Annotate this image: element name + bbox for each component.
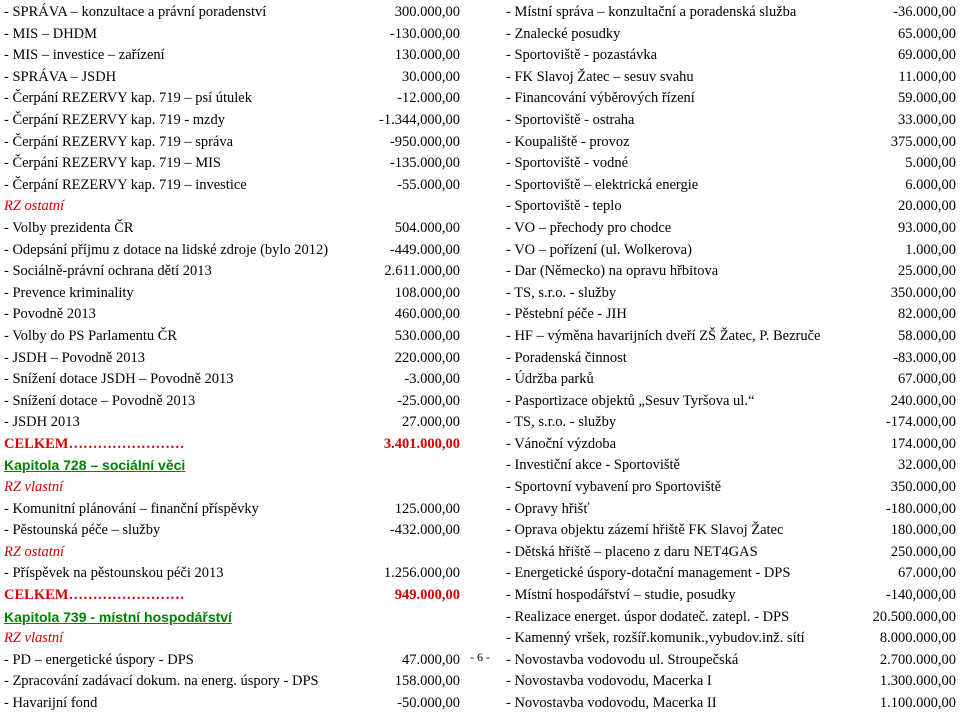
row-label: - Volby do PS Parlamentu ČR <box>4 327 178 344</box>
budget-row <box>506 218 956 240</box>
row-label: - Investiční akce - Sportoviště <box>506 457 680 474</box>
row-label: - Realizace energet. úspor dodateč. zatepl. - DPS <box>506 608 790 625</box>
budget-row <box>506 24 956 46</box>
row-value: 33.000,00 <box>898 111 956 128</box>
budget-row <box>4 348 460 370</box>
budget-row <box>506 434 956 456</box>
budget-row <box>506 283 956 305</box>
row-value: -950.000,00 <box>389 133 460 150</box>
row-value: 82.000,00 <box>898 306 956 323</box>
row-value: 108.000,00 <box>394 284 460 301</box>
row-value: 20.000,00 <box>898 198 956 215</box>
budget-row <box>4 520 460 542</box>
budget-row <box>506 671 956 693</box>
budget-row <box>4 110 460 132</box>
row-value: 65.000,00 <box>898 25 956 42</box>
row-label: - SPRÁVA – JSDH <box>4 68 117 85</box>
row-label: - Místní hospodářství – studie, posudky <box>506 587 736 604</box>
row-value: 2.700.000,00 <box>879 651 956 668</box>
row-value: 8.000.000,00 <box>879 630 956 647</box>
row-label: - Místní správa – konzultační a poradenská služba <box>506 4 797 20</box>
row-label: - Pěstounská péče – služby <box>4 522 161 539</box>
budget-row <box>4 542 460 564</box>
row-label: - PD – energetické úspory - DPS <box>4 651 194 668</box>
row-value: 504.000,00 <box>394 219 460 236</box>
budget-row <box>506 369 956 391</box>
budget-row <box>506 585 956 607</box>
row-label: - Čerpání REZERVY kap. 719 – investice <box>4 176 247 193</box>
row-label: - Financování výběrových řízení <box>506 90 695 107</box>
row-value: -130.000,00 <box>389 25 460 42</box>
row-label: CELKEM…………………… <box>4 587 185 604</box>
row-label: - Havarijní fond <box>4 695 98 711</box>
section-label: RZ ostatní <box>4 543 65 560</box>
budget-row <box>4 434 460 456</box>
budget-row <box>506 240 956 262</box>
row-label: - Sportovní vybavení pro Sportoviště <box>506 479 722 496</box>
row-value: -174.000,00 <box>885 414 956 431</box>
budget-row <box>506 391 956 413</box>
row-value: 530.000,00 <box>394 327 460 344</box>
row-value: 174.000,00 <box>890 435 956 452</box>
budget-row <box>4 2 460 24</box>
row-label: - JSDH 2013 <box>4 414 80 431</box>
row-value: 1.000,00 <box>905 241 956 258</box>
row-value: -3.000,00 <box>404 371 460 388</box>
row-label: - Zpracování zadávací dokum. na energ. úspory - DPS <box>4 673 319 690</box>
row-label: - Sportoviště - ostraha <box>506 111 635 128</box>
row-value: -12.000,00 <box>397 90 460 107</box>
row-label: - Energetické úspory-dotační management - DPS <box>506 565 791 582</box>
row-value: 240.000,00 <box>890 392 956 409</box>
row-label: - Sociálně-právní ochrana dětí 2013 <box>4 263 212 280</box>
row-value: -55.000,00 <box>397 176 460 193</box>
row-value: 350.000,00 <box>890 479 956 496</box>
row-value: 20.500.000,00 <box>872 608 956 625</box>
row-label: - Poradenská činnost <box>506 349 627 366</box>
row-label: - Čerpání REZERVY kap. 719 – správa <box>4 133 234 150</box>
budget-row <box>506 455 956 477</box>
row-value: -83.000,00 <box>893 349 956 366</box>
row-value: 58.000,00 <box>898 327 956 344</box>
row-value: 6.000,00 <box>905 176 956 193</box>
row-label: - Snížení dotace – Povodně 2013 <box>4 392 196 409</box>
row-label: - Dětská hřiště – placeno z daru NET4GAS <box>506 543 758 560</box>
row-label: - HF – výměna havarijních dveří ZŠ Žatec, P. Bezruče <box>506 327 821 344</box>
row-label: - Sportoviště - pozastávka <box>506 47 658 64</box>
chapter-heading: Kapitola 739 - místní hospodářství <box>4 608 232 625</box>
budget-row <box>506 2 956 24</box>
row-value: -180.000,00 <box>885 500 956 517</box>
page-number: - 6 - <box>470 650 490 664</box>
row-label: - VO – přechody pro chodce <box>506 219 672 236</box>
row-value: 300.000,00 <box>394 4 460 20</box>
budget-row <box>506 132 956 154</box>
row-value: 27.000,00 <box>402 414 460 431</box>
row-value: 93.000,00 <box>898 219 956 236</box>
budget-row <box>506 499 956 521</box>
section-label: RZ ostatní <box>4 198 65 215</box>
budget-row <box>4 88 460 110</box>
row-value: 125.000,00 <box>394 500 460 517</box>
row-label: - Sportoviště - teplo <box>506 198 622 215</box>
budget-row <box>4 67 460 89</box>
row-value: -50.000,00 <box>397 695 460 711</box>
row-value: 220.000,00 <box>394 349 460 366</box>
row-label: - TS, s.r.o. - služby <box>506 414 617 431</box>
row-value: 180.000,00 <box>890 522 956 539</box>
row-label: - Kamenný vršek, rozšíř.komunik.,vybudov.inž. sítí <box>506 630 805 647</box>
budget-row <box>506 607 956 629</box>
row-value: 250.000,00 <box>890 543 956 560</box>
budget-row <box>506 542 956 564</box>
budget-row <box>506 412 956 434</box>
row-value: 949.000,00 <box>394 587 460 604</box>
row-value: 2.611.000,00 <box>384 263 460 280</box>
chapter-heading: Kapitola 728 – sociální věci <box>4 457 186 474</box>
budget-row <box>4 607 460 629</box>
budget-row <box>4 455 460 477</box>
budget-row <box>506 628 956 650</box>
row-label: - Povodně 2013 <box>4 306 96 323</box>
row-value: -135.000,00 <box>389 155 460 172</box>
budget-row <box>4 218 460 240</box>
right-column <box>506 2 956 715</box>
row-label: - Čerpání REZERVY kap. 719 – MIS <box>4 155 221 172</box>
budget-row <box>506 196 956 218</box>
row-value: -1.344,000,00 <box>379 111 460 128</box>
row-value: 130.000,00 <box>394 47 460 64</box>
section-label: RZ vlastní <box>4 479 64 496</box>
row-value: 1.300.000,00 <box>879 673 956 690</box>
row-value: 25.000,00 <box>898 263 956 280</box>
budget-row <box>506 88 956 110</box>
budget-row <box>4 477 460 499</box>
budget-row <box>506 693 956 715</box>
budget-row <box>4 24 460 46</box>
row-label: - Koupaliště - provoz <box>506 133 630 150</box>
budget-row <box>4 563 460 585</box>
budget-row <box>506 261 956 283</box>
row-value: -140,000,00 <box>885 587 956 604</box>
row-value: 11.000,00 <box>898 68 956 85</box>
budget-row <box>4 240 460 262</box>
budget-row <box>506 563 956 585</box>
row-value: 32.000,00 <box>898 457 956 474</box>
row-label: - MIS – DHDM <box>4 25 98 42</box>
row-label: - Novostavba vodovodu, Macerka I <box>506 673 712 690</box>
row-value: 59.000,00 <box>898 90 956 107</box>
row-label: - Příspěvek na pěstounskou péči 2013 <box>4 565 224 582</box>
row-label: - VO – pořízení (ul. Wolkerova) <box>506 241 692 258</box>
row-value: 1.256.000,00 <box>383 565 460 582</box>
budget-row <box>4 153 460 175</box>
budget-row <box>506 110 956 132</box>
row-value: 3.401.000,00 <box>383 435 460 452</box>
budget-row <box>506 477 956 499</box>
row-label: - SPRÁVA – konzultace a právní poradenství <box>4 4 267 20</box>
row-label: - Novostavba vodovodu ul. Stroupečská <box>506 651 739 668</box>
row-value: 5.000,00 <box>905 155 956 172</box>
row-label: - Komunitní plánování – finanční příspěvky <box>4 500 259 517</box>
budget-row <box>506 326 956 348</box>
budget-row <box>4 326 460 348</box>
row-value: 1.100.000,00 <box>879 695 956 711</box>
row-value: -449.000,00 <box>389 241 460 258</box>
budget-row <box>506 304 956 326</box>
row-value: -36.000,00 <box>893 4 956 20</box>
row-label: - FK Slavoj Žatec – sesuv svahu <box>506 68 694 85</box>
budget-row <box>4 196 460 218</box>
row-value: 375.000,00 <box>890 133 956 150</box>
row-label: CELKEM…………………… <box>4 435 185 452</box>
row-value: -25.000,00 <box>397 392 460 409</box>
row-label: - Novostavba vodovodu, Macerka II <box>506 695 717 711</box>
budget-row <box>4 283 460 305</box>
row-label: - TS, s.r.o. - služby <box>506 284 617 301</box>
row-label: - Vánoční výzdoba <box>506 435 617 452</box>
row-value: 158.000,00 <box>394 673 460 690</box>
row-label: - JSDH – Povodně 2013 <box>4 349 145 366</box>
budget-row <box>4 132 460 154</box>
budget-row <box>4 45 460 67</box>
budget-row <box>506 153 956 175</box>
row-value: -432.000,00 <box>389 522 460 539</box>
budget-row <box>506 348 956 370</box>
left-column <box>4 2 460 715</box>
row-label: - Prevence kriminality <box>4 284 134 301</box>
budget-row <box>4 412 460 434</box>
row-value: 47.000,00 <box>402 651 460 668</box>
row-label: - Čerpání REZERVY kap. 719 – psí útulek <box>4 90 252 107</box>
row-label: - Pěstební péče - JIH <box>506 306 627 323</box>
budget-row <box>4 671 460 693</box>
row-value: 67.000,00 <box>898 371 956 388</box>
row-value: 460.000,00 <box>394 306 460 323</box>
budget-row <box>4 391 460 413</box>
budget-row <box>506 67 956 89</box>
row-label: - Oprava objektu zázemí hřiště FK Slavoj Žatec <box>506 522 784 539</box>
row-label: - Opravy hřišť <box>506 500 590 517</box>
row-label: - Volby prezidenta ČR <box>4 219 134 236</box>
row-label: - Snížení dotace JSDH – Povodně 2013 <box>4 371 234 388</box>
budget-row <box>4 693 460 715</box>
budget-row <box>4 175 460 197</box>
row-label: - Čerpání REZERVY kap. 719 - mzdy <box>4 111 225 128</box>
row-label: - Sportoviště - vodné <box>506 155 629 172</box>
row-label: - Údržba parků <box>506 371 594 388</box>
row-label: - Odepsání příjmu z dotace na lidské zdroje (bylo 2012) <box>4 241 329 258</box>
budget-row <box>506 175 956 197</box>
row-value: 67.000,00 <box>898 565 956 582</box>
row-value: 30.000,00 <box>402 68 460 85</box>
budget-row <box>4 499 460 521</box>
row-label: - MIS – investice – zařízení <box>4 47 165 64</box>
row-label: - Sportoviště – elektrická energie <box>506 176 699 193</box>
budget-row <box>4 369 460 391</box>
budget-row <box>506 520 956 542</box>
row-value: 350.000,00 <box>890 284 956 301</box>
row-value: 69.000,00 <box>898 47 956 64</box>
budget-row <box>4 585 460 607</box>
budget-row <box>4 628 460 650</box>
section-label: RZ vlastní <box>4 630 64 647</box>
row-label: - Dar (Německo) na opravu hřbitova <box>506 263 719 280</box>
row-label: - Pasportizace objektů „Sesuv Tyršova ul.“ <box>506 392 755 409</box>
budget-row <box>506 45 956 67</box>
budget-row <box>4 304 460 326</box>
budget-row <box>4 261 460 283</box>
row-label: - Znalecké posudky <box>506 25 621 42</box>
